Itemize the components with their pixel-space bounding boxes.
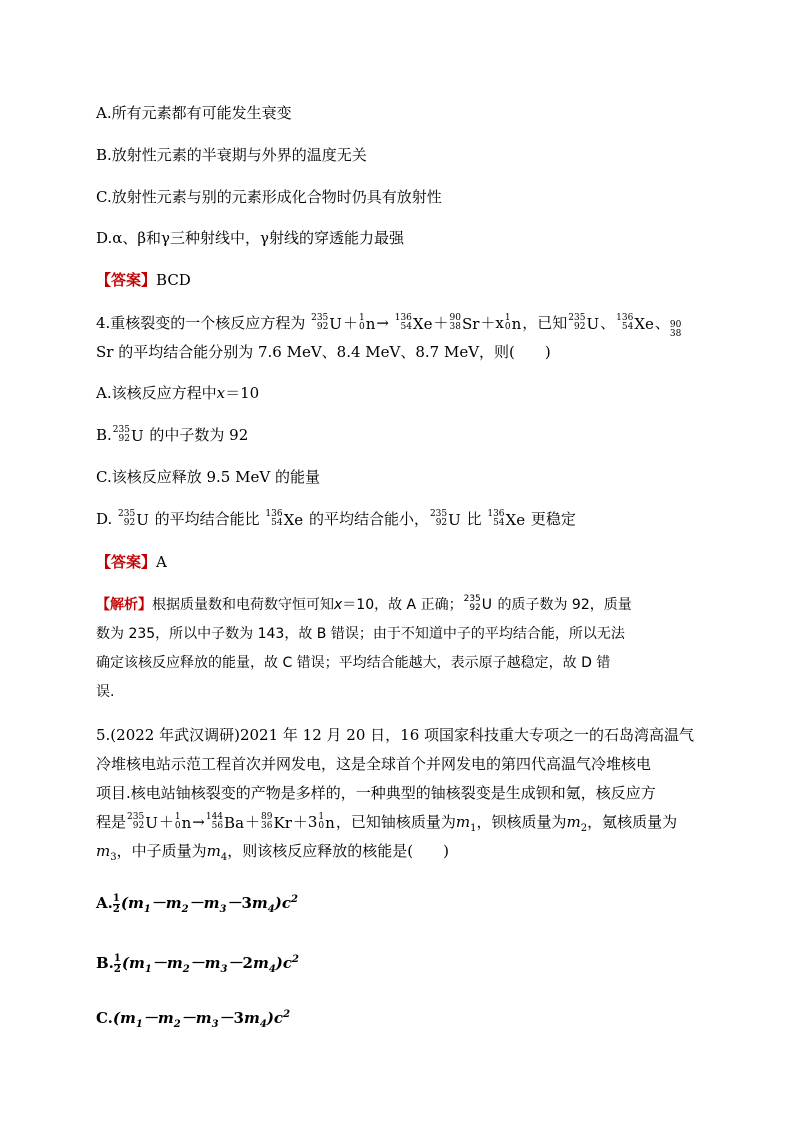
q5-stem-line3: 项目.核电站铀核裂变的产物是多样的，一种典型的铀核裂变是生成钡和氪，核反应方	[96, 784, 656, 802]
q3-option-a: A.所有元素都有可能发生衰变	[96, 104, 292, 122]
q5-option-b: B. $\frac{1}{2}$ $(m_1-m_2-m_3-2m_4)c^2$	[96, 952, 299, 975]
nuclide-xe136: 136 54 Xe	[394, 313, 433, 333]
q4-stem-line1: 4.重核裂变的一个核反应方程为 235 92 U ＋ 1 0 n → 136 54 Xe ＋ 90 38 Sr ＋x 1 0 n ，已知 235 92 U 、 136 54 Xe 、 90 38	[96, 313, 682, 339]
q3-option-c: C.放射性元素与别的元素形成化合物时仍具有放射性	[96, 188, 442, 206]
q4-analysis-line4: 误.	[96, 684, 115, 700]
q4-option-b: B. 235 92 U 的中子数为 92	[96, 425, 249, 445]
nuclide-sr90-ref-iso: 90 38	[669, 320, 682, 339]
q4-option-a: A.该核反应方程中x＝10	[96, 384, 260, 402]
q4-analysis-line1: 【解析】根据质量数和电荷数守恒可知x＝10，故 A 正确； 235 92 U 的质子数为 92，质量	[96, 594, 632, 613]
q4-option-c: C.该核反应释放 9.5 MeV 的能量	[96, 468, 320, 486]
nuclide-neutron: 1 0 n	[358, 313, 376, 333]
q5-stem-line1: 5.(2022 年武汉调研)2021 年 12 月 20 日，16 项国家科技重大专项之一的石岛湾高温气	[96, 726, 695, 744]
q3-option-d: D.α、β和γ三种射线中，γ射线的穿透能力最强	[96, 229, 404, 247]
fraction-half: $\frac{1}{2}$	[113, 952, 121, 975]
nuclide-sr90: 90 38 Sr	[449, 313, 480, 333]
nuclide-xe136-ref: 136 54 Xe	[616, 313, 654, 333]
nuclide-u235-ref: 235 92 U	[568, 313, 600, 333]
q4-analysis-line2: 数为 235，所以中子数为 143，故 B 错误；由于不知道中子的平均结合能，所以无法	[96, 626, 625, 642]
nuclide-neutron-2: 1 0 n	[504, 313, 522, 333]
q5-stem-line4: 程是 235 92 U ＋ 1 0 n → 144 56 Ba ＋ 89 36 Kr ＋3 1 0 n ，已知铀核质量为$m_1$，钡核质量为$m_2$，氪核质量为	[96, 812, 678, 834]
q5-option-a: A. $\frac{1}{2}$ $(m_1-m_2-m_3-3m_4)c^2$	[96, 892, 298, 915]
q3-answer: 【答案】BCD	[96, 271, 191, 289]
q5-stem-line2: 冷堆核电站示范工程首次并网发电，这是全球首个并网发电的第四代高温气冷堆核电	[96, 755, 652, 773]
q5-stem-line5: $m_3$，中子质量为$m_4$，则该核反应释放的核能是( )	[96, 842, 449, 863]
nuclide-u235: 235 92 U	[311, 313, 342, 333]
q4-stem-line2: Sr 的平均结合能分别为 7.6 MeV、8.4 MeV、8.7 MeV，则( )	[96, 343, 551, 361]
q4-analysis-line3: 确定该核反应释放的能量，故 C 错误；平均结合能越大，表示原子越稳定，故 D 错	[96, 655, 611, 671]
q3-option-b: B.放射性元素的半衰期与外界的温度无关	[96, 146, 367, 164]
q4-option-d: D. 235 92 U 的平均结合能比 136 54 Xe 的平均结合能小， 235 92 U 比 136 54 Xe 更稳定	[96, 509, 576, 529]
q5-option-c: $C.(m_1-m_2-m_3-3m_4)c^2$	[96, 1009, 291, 1030]
fraction-half: $\frac{1}{2}$	[112, 892, 120, 915]
q4-answer: 【答案】A	[96, 553, 167, 571]
